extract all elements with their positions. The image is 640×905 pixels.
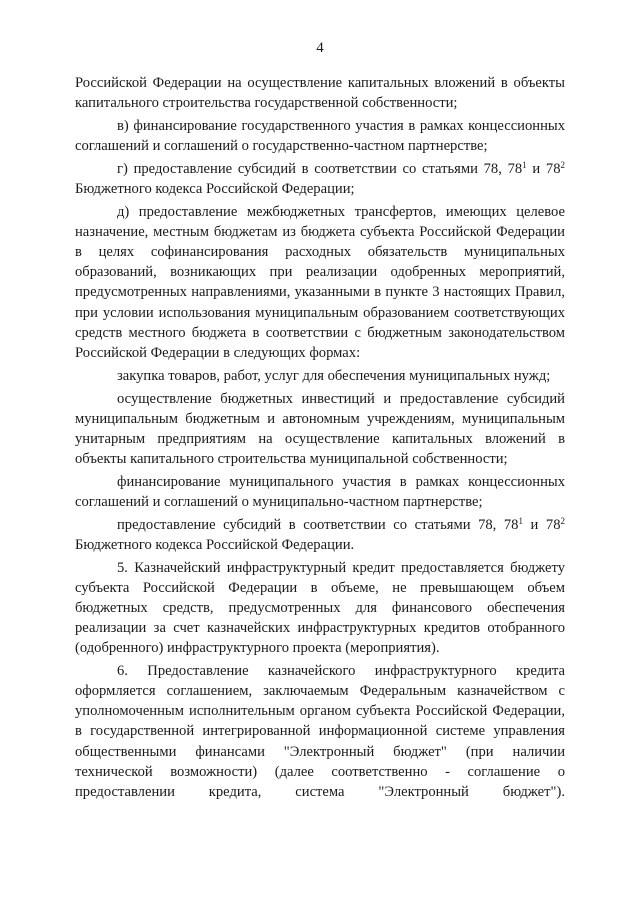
paragraph: в) финансирование государственного участия в рамках концессионных соглашений и соглашений о государственно-частном партнерстве; xyxy=(75,118,565,155)
paragraph xyxy=(75,515,565,555)
paragraph: 5. Казначейский инфраструктурный кредит предоставляется бюджету субъекта Российской Федерации в объеме, не превышающем объем бюджетных средств, предусмотренных для финансового обеспечения реализации за счет казначейских инфраструктурных кредитов отобранного (одобренного) инфраструктурного проекта (мероприятия). xyxy=(75,560,565,657)
paragraph-text: Бюджетного кодекса Российской Федерации; xyxy=(75,181,355,198)
paragraph-text: г) предоставление субсидий в соответствии со статьями 78, 78 xyxy=(117,161,523,178)
paragraph: закупка товаров, работ, услуг для обеспечения муниципальных нужд; xyxy=(117,367,551,384)
paragraph-text: и 78 xyxy=(526,161,561,178)
paragraph-text: Бюджетного кодекса Российской Федерации. xyxy=(75,537,355,554)
paragraph xyxy=(75,159,565,199)
paragraph: Российской Федерации на осуществление капитальных вложений в объекты капитального строительства государственной собственности; xyxy=(75,75,565,112)
superscript: 1 xyxy=(518,515,523,526)
superscript: 2 xyxy=(560,515,566,526)
paragraph-text: и 78 xyxy=(522,516,561,533)
document-body xyxy=(75,73,565,805)
paragraph: осуществление бюджетных инвестиций и предоставление субсидий муниципальным бюджетным и автономным учреждениям, муниципальным унитарным предприятиям на осуществление капитальных вложений в объекты капитального строительства муниципальной собственности; xyxy=(75,390,565,467)
paragraph-text: предоставление субсидий в соответствии со статьями 78, 78 xyxy=(117,516,519,533)
superscript: 1 xyxy=(522,160,527,171)
superscript: 2 xyxy=(560,160,566,171)
paragraph: финансирование муниципального участия в рамках концессионных соглашений и соглашений о муниципально-частном партнерстве; xyxy=(75,473,565,510)
paragraph: д) предоставление межбюджетных трансфертов, имеющих целевое назначение, местным бюджетам из бюджета субъекта Российской Федерации в целях софинансирования расходных обязательств муниципальных образований, возникающих при реализации одобренных мероприятий, предусмотренных направлениями, указанными в пункте 3 настоящих Правил, при условии использования муниципальным образованием соответствующих средств местного бюджета в соответствии с бюджетным законодательством Российской Федерации в следующих формах: xyxy=(75,204,565,361)
paragraph: 6. Предоставление казначейского инфраструктурного кредита оформляется соглашением, заключаемым Федеральным казначейством с уполномоченным исполнительным органом субъекта Российской Федерации, в государственной интегрированной информационной системе управления общественными финансами "Электронный бюджет" (при наличии технической возможности) (далее соответственно - соглашение о предоставлении кредита, система "Электронный бюджет"). xyxy=(75,663,565,800)
page-number: 4 xyxy=(316,40,324,56)
